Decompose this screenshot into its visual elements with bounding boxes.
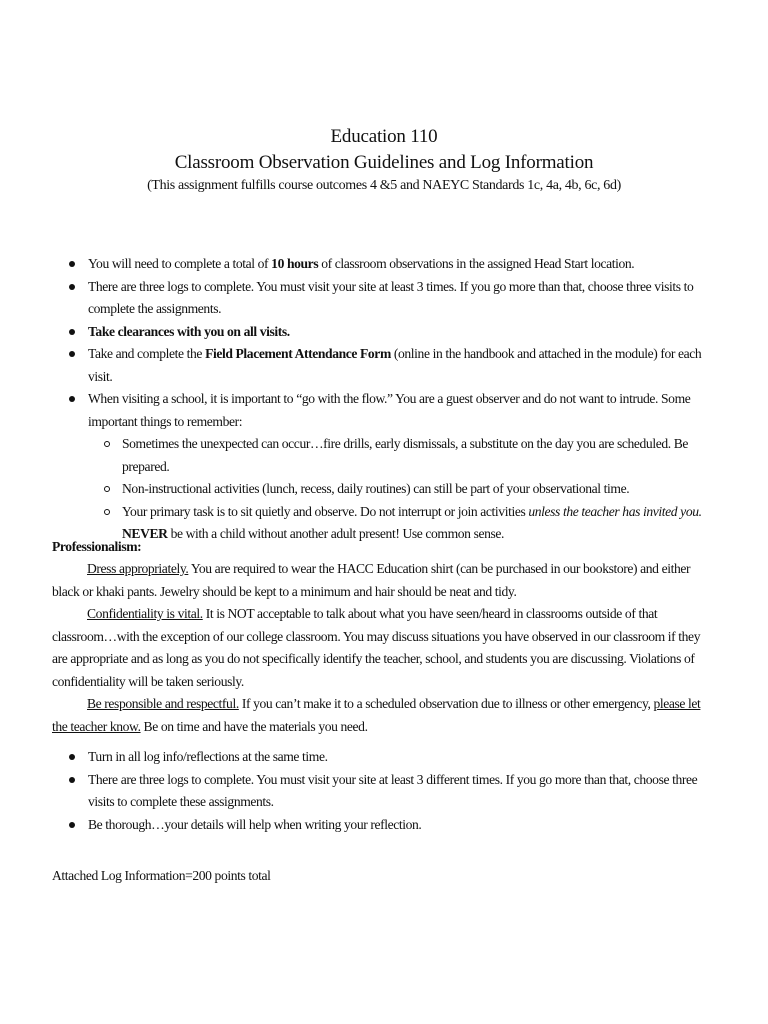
task-italic: unless the teacher has invited you. xyxy=(528,503,702,519)
responsibility-paragraph xyxy=(52,693,714,738)
dress-heading: Dress appropriately. xyxy=(87,561,189,576)
confidentiality-paragraph xyxy=(52,603,714,693)
professionalism-body xyxy=(52,558,714,738)
task-text-pre: Your primary task is to sit quietly and observe. Do not interrupt or join activities xyxy=(122,503,529,519)
go-with-flow-text: When visiting a school, it is important to “go with the flow.” You are a guest observer and do not want to intrude. Some important things to remember: xyxy=(88,391,691,429)
never-bold: NEVER xyxy=(122,526,168,541)
task-text-post: be with a child without another adult present! Use common sense. xyxy=(167,526,505,541)
document-title: Classroom Observation Guidelines and Log Information xyxy=(174,152,594,173)
points-total: Attached Log Information=200 points total xyxy=(52,868,271,883)
form-text-post: (online in the handbook and attached in the module) for each visit. xyxy=(88,346,702,384)
hours-bold: 10 hours xyxy=(271,256,319,271)
confidentiality-heading: Confidentiality is vital. xyxy=(87,606,203,621)
list-item-attendance-form xyxy=(64,343,724,388)
submission-list xyxy=(64,746,724,836)
responsibility-heading: Be responsible and respectful. xyxy=(87,696,239,711)
sublist-item-unexpected: Sometimes the unexpected can occur…fire drills, early dismissals, a substitute on the day you are scheduled. Be prepared. xyxy=(88,433,724,478)
dress-paragraph xyxy=(52,558,714,603)
responsibility-end-text: Be on time and have the materials you need. xyxy=(140,718,368,734)
notify-teacher-text: please let the teacher know. xyxy=(52,696,701,734)
sublist-item-non-instructional: Non-instructional activities (lunch, recess, daily routines) can still be part of your observational time. xyxy=(88,478,724,501)
hours-text-pre: You will need to complete a total of xyxy=(88,256,272,271)
list-item-logs: There are three logs to complete. You must visit your site at least 3 times. If you go more than that, choose three visits to complete the assignments. xyxy=(64,276,724,321)
confidentiality-text: It is NOT acceptable to talk about what you have seen/heard in classrooms outside of that classroom…with the exception of our college classroom. You may discuss situations you have observed in our classroom if they are appropriate and as long as you do not specifically identify the teacher, school, and students you are discussing. Violations of confidentiality will be taken seriously. xyxy=(52,606,701,689)
list-item-clearances xyxy=(64,321,724,344)
responsibility-text: If you can’t make it to a scheduled observation due to illness or other emergency, xyxy=(238,696,654,711)
course-outcomes-note: (This assignment fulfills course outcomes 4 &5 and NAEYC Standards 1c, 4a, 4b, 6c, 6d) xyxy=(147,178,621,193)
form-text-pre: Take and complete the xyxy=(88,346,206,361)
list-item-go-with-flow xyxy=(64,388,724,546)
list-item-hours xyxy=(64,253,724,276)
title-block xyxy=(0,124,768,196)
form-name-bold: Field Placement Attendance Form xyxy=(205,346,391,361)
hours-text-post: of classroom observations in the assigned Head Start location. xyxy=(318,256,635,271)
reminders-sublist xyxy=(88,433,724,546)
dress-text: You are required to wear the HACC Education shirt (can be purchased in our bookstore) and either black or khaki pants. Jewelry should be kept to a minimum and hair should be neat and tidy. xyxy=(52,561,691,599)
professionalism-heading: Professionalism: xyxy=(52,539,142,554)
clearances-bold: Take clearances with you on all visits. xyxy=(88,323,290,339)
sublist-item-primary-task xyxy=(88,501,724,546)
list-item-logs-different-times: There are three logs to complete. You must visit your site at least 3 different times. If you go more than that, choose three visits to complete these assignments. xyxy=(64,769,724,814)
list-item-thorough: Be thorough…your details will help when writing your reflection. xyxy=(64,814,724,837)
guidelines-list xyxy=(64,253,724,546)
list-item-turn-in: Turn in all log info/reflections at the same time. xyxy=(64,746,724,769)
course-title: Education 110 xyxy=(330,126,438,147)
